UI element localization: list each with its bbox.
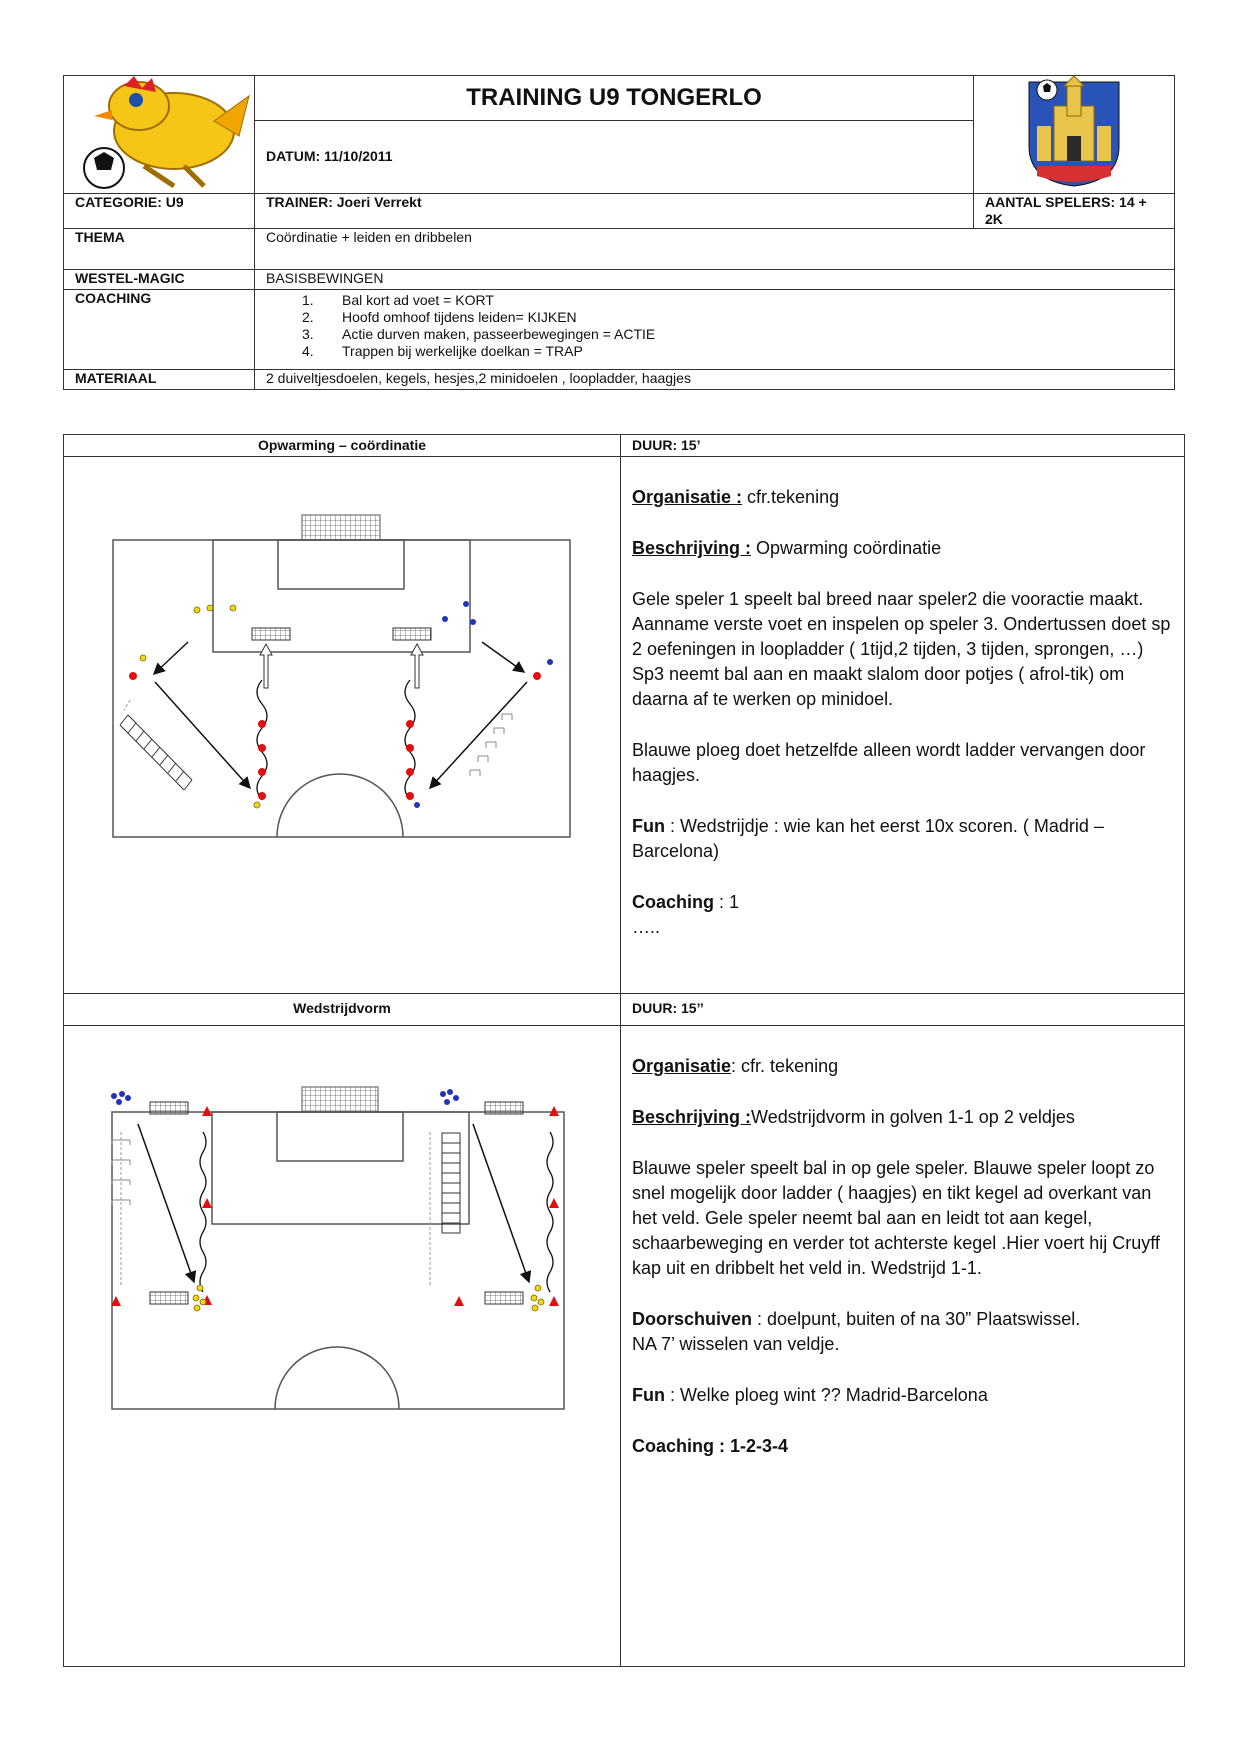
coaching-list-cell [255, 290, 1175, 370]
coaching-text: : 1 [714, 892, 740, 912]
exercise2-para1: Blauwe speler speelt bal in op gele speler. Blauwe speler loopt zo snel mogelijk door ladder ( haagjes) en tikt kegel ad overkant van het veld. Gele speler neemt bal aan en leidt tot aan kegel, schaarbeweging en verder tot achterste kegel .Hier voert hij Cruyff kap uit en dribbelt het veld in. Wedstrijd 1-1. [632, 1158, 1160, 1278]
minigoal [485, 1292, 523, 1304]
coaching-item: 3. Actie durven maken, passeerbewegingen = ACTIE [302, 326, 656, 342]
thema-value: Coördinatie + leiden en dribbelen [255, 229, 1175, 270]
thema-label: THEMA [64, 229, 255, 270]
row-divider [63, 1025, 1184, 1026]
document-title: TRAINING U9 TONGERLO [255, 76, 974, 121]
datum-field: DATUM: 11/10/2011 [255, 120, 974, 193]
fun-label: Fun [632, 816, 665, 836]
fun-text: : Wedstrijdje : wie kan het eerst 10x scoren. ( Madrid – Barcelona) [632, 816, 1104, 861]
club-crest-cell [974, 76, 1175, 194]
dots: ….. [632, 917, 661, 937]
org-text: cfr.tekening [742, 487, 840, 507]
besch-text: Wedstrijdvorm in golven 1-1 op 2 veldjes [751, 1107, 1075, 1127]
minigoal [485, 1102, 523, 1114]
exercise1-diagram [110, 510, 575, 850]
exercise1-title: Opwarming – coördinatie [257, 437, 427, 453]
besch-label: Beschrijving : [632, 1107, 752, 1127]
org-label: Organisatie : [632, 487, 743, 507]
rooster-mascot-logo [64, 76, 254, 189]
categorie-field: CATEGORIE: U9 [64, 194, 255, 229]
goal-net [302, 1087, 378, 1112]
coaching-item: 4. Trappen bij werkelijke doelkan = TRAP [302, 343, 583, 359]
exercise2-coaching: Coaching : 1-2-3-4 [632, 1436, 789, 1456]
exercise1-para2: Blauwe ploeg doet hetzelfde alleen wordt ladder vervangen door haagjes. [632, 740, 1146, 785]
trainer-field: TRAINER: Joeri Verrekt [255, 194, 974, 229]
westel-value: BASISBEWINGEN [255, 270, 1175, 290]
fun-text: : Welke ploeg wint ?? Madrid-Barcelona [665, 1385, 988, 1405]
minigoal [393, 628, 431, 640]
exercise1-duur: DUUR: 15’ [632, 437, 701, 453]
exercise1-description [632, 485, 1172, 966]
coaching-label: Coaching [632, 892, 715, 912]
coaching-label: COACHING [64, 290, 255, 370]
doorschuiven-text2: NA 7’ wisselen van veldje. [632, 1334, 840, 1354]
org-text: : cfr. tekening [731, 1056, 839, 1076]
besch-text: Opwarming coördinatie [751, 538, 942, 558]
minigoal [252, 628, 290, 640]
minigoal [150, 1292, 188, 1304]
aantal-spelers-field: AANTAL SPELERS: 14 + 2K [974, 194, 1175, 229]
mascot-logo-cell [64, 76, 255, 194]
header-table [63, 75, 1175, 390]
goal-net [302, 515, 380, 540]
coaching-item: 1. Bal kort ad voet = KORT [302, 292, 494, 308]
club-crest-logo [1019, 76, 1129, 189]
doorschuiven-label: Doorschuiven [632, 1309, 753, 1329]
materiaal-value: 2 duiveltjesdoelen, kegels, hesjes,2 minidoelen , loopladder, haagjes [255, 370, 1175, 390]
exercise2-title: Wedstrijdvorm [293, 1000, 391, 1016]
org-label: Organisatie [632, 1056, 732, 1076]
minigoal [150, 1102, 188, 1114]
row-divider [63, 456, 1184, 457]
field-outline [112, 1112, 564, 1409]
materiaal-label: MATERIAAL [64, 370, 255, 390]
doorschuiven-text: : doelpunt, buiten of na 30” Plaatswissel. [752, 1309, 1081, 1329]
exercise2-duur: DUUR: 15’’ [632, 1000, 704, 1016]
exercise2-description [632, 1054, 1172, 1485]
column-divider [620, 434, 621, 1666]
field-outline [113, 540, 570, 837]
fun-label: Fun [632, 1385, 665, 1405]
westel-label: WESTEL-MAGIC [64, 270, 255, 290]
coaching-list [266, 292, 1163, 360]
row-divider [63, 993, 1184, 994]
besch-label: Beschrijving : [632, 538, 752, 558]
coaching-item: 2. Hoofd omhoof tijdens leiden= KIJKEN [302, 309, 577, 325]
exercise1-para1: Gele speler 1 speelt bal breed naar speler2 die vooractie maakt. Aanname verste voet en inspelen op speler 3. Ondertussen doet sp 2 oefeningen in loopladder ( 1tijd,2 tijden, 3 tijden, sprongen, …) Sp3 neemt bal aan en maakt slalom door potjes ( afrol-tik) om daarna af te werken op minidoel. [632, 589, 1171, 709]
exercise2-diagram [100, 1080, 575, 1415]
